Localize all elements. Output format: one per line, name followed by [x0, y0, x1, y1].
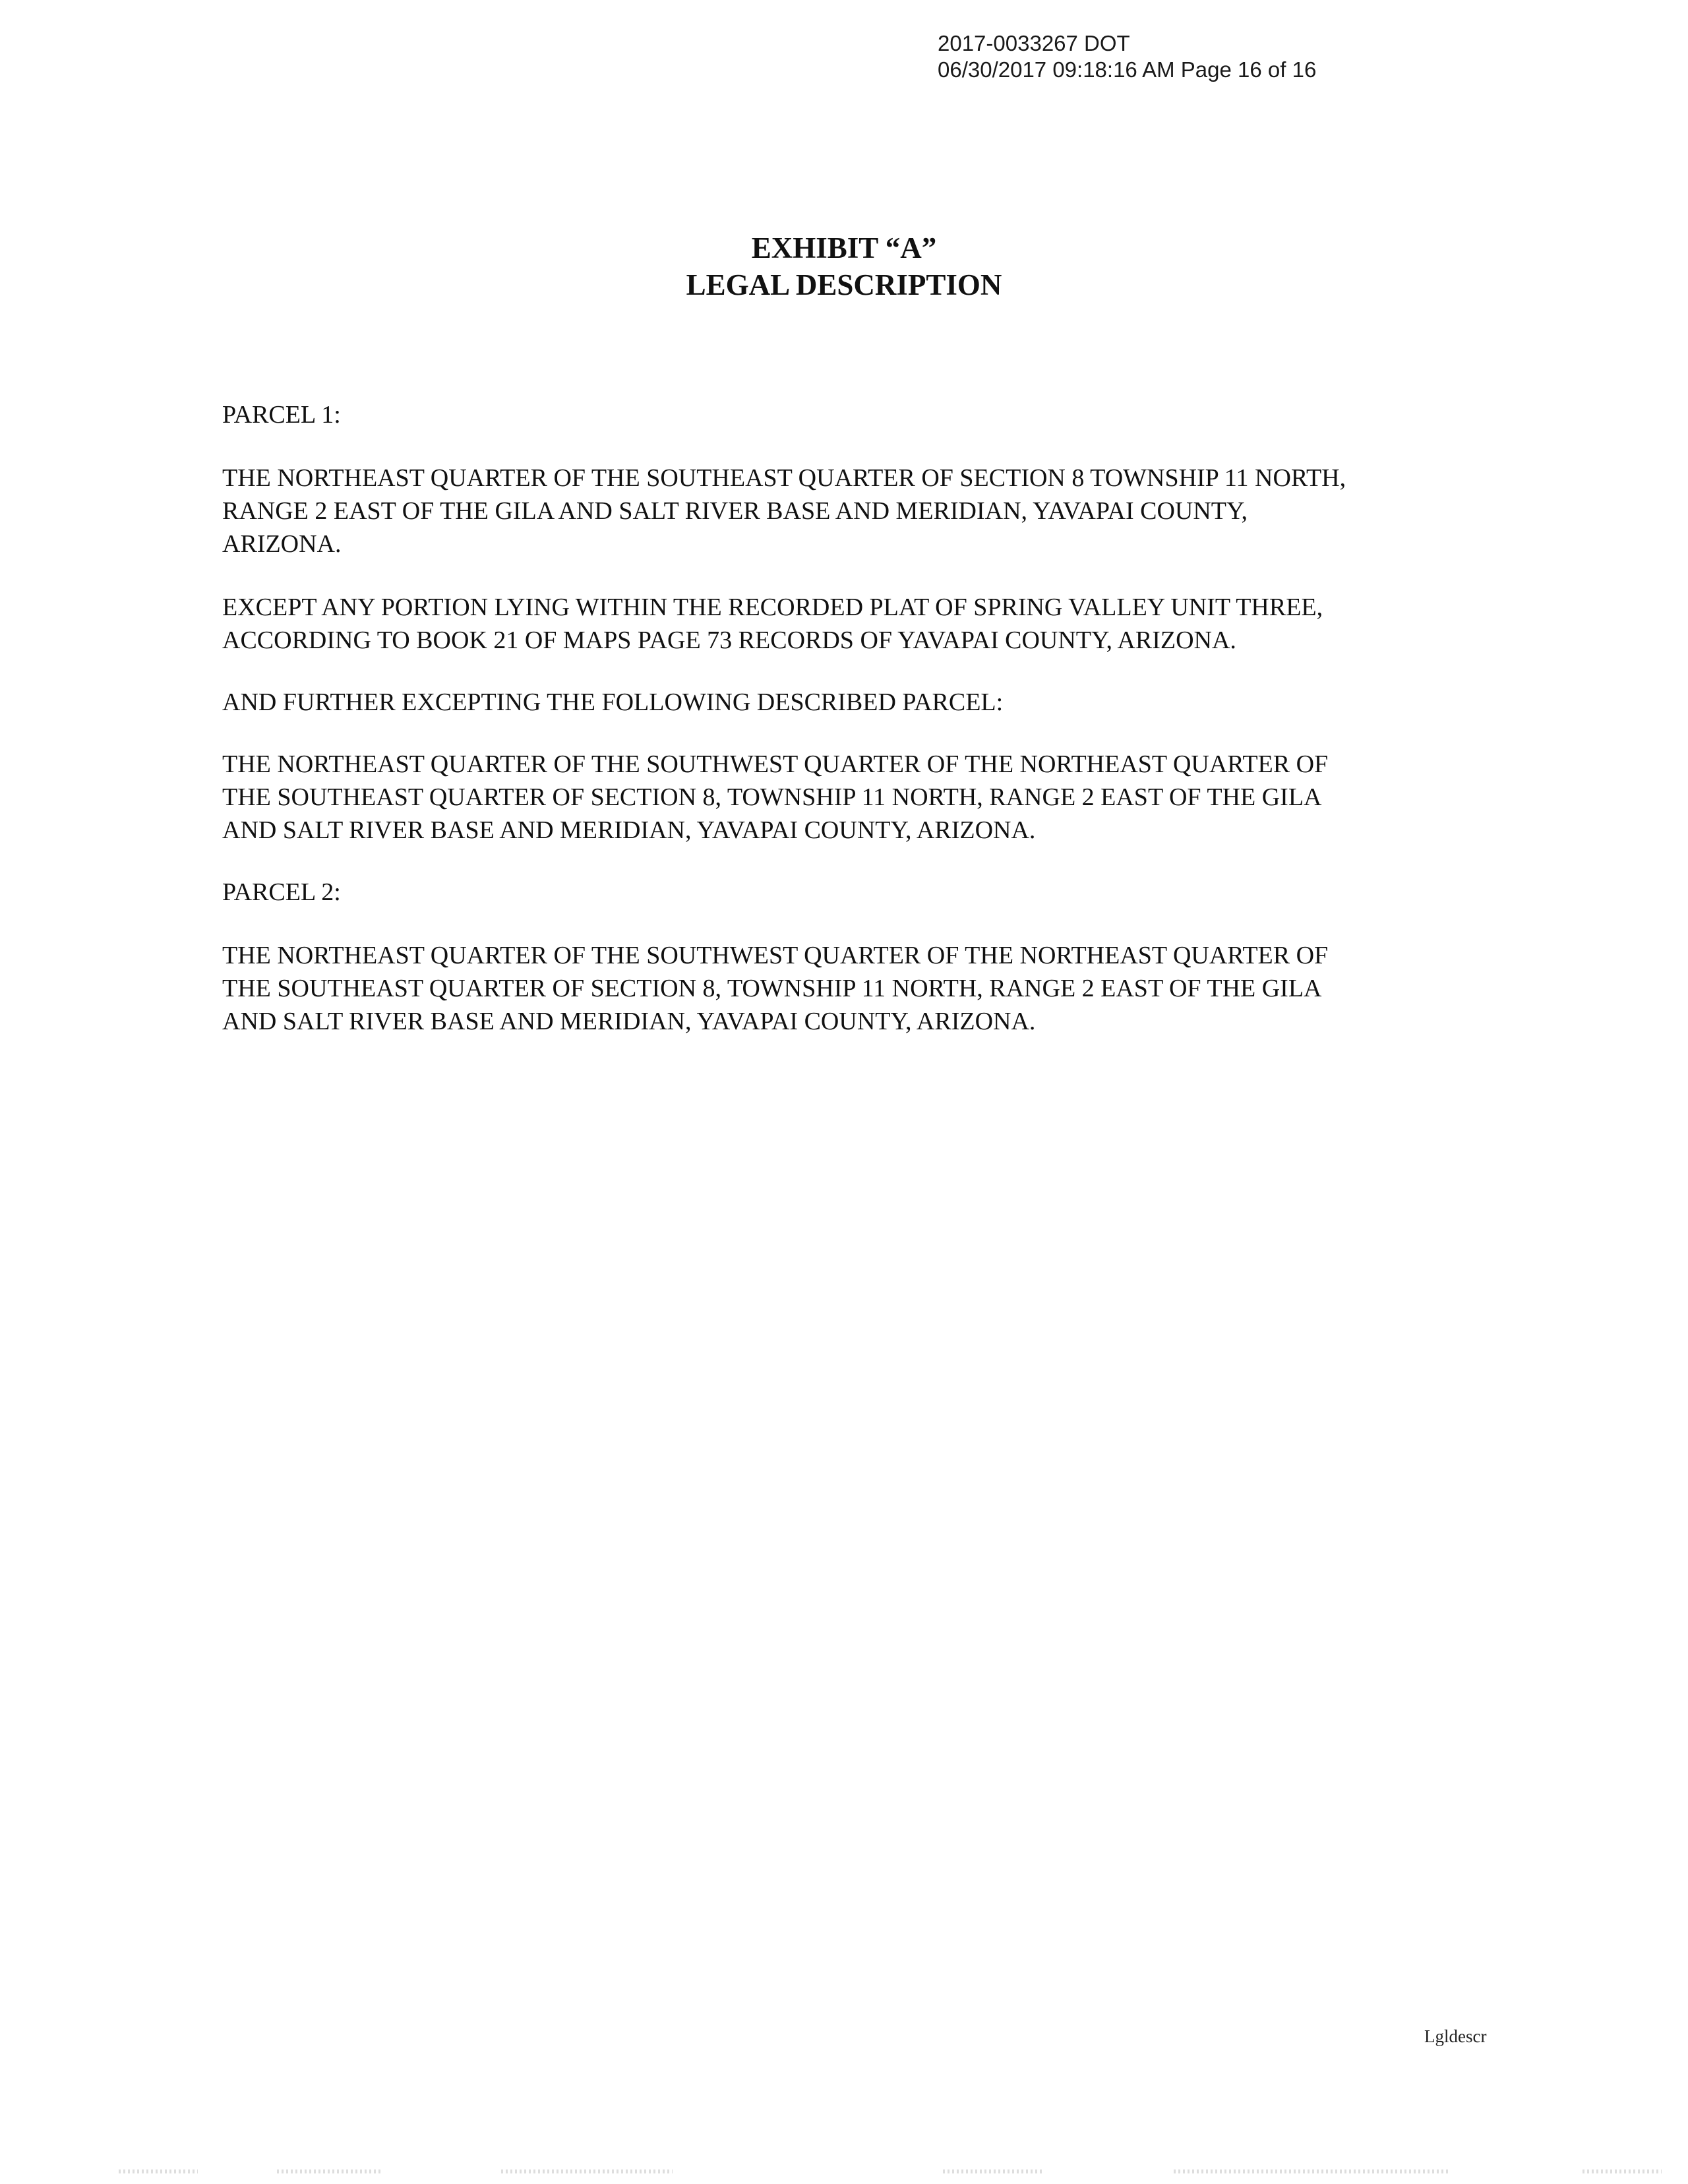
text-line: THE NORTHEAST QUARTER OF THE SOUTHEAST QUARTER OF SECTION 8 TOWNSHIP 11 NORTH,	[222, 464, 1346, 492]
parcel-1-exception	[222, 591, 1475, 657]
text-line: AND SALT RIVER BASE AND MERIDIAN, YAVAPAI COUNTY, ARIZONA.	[222, 1008, 1036, 1035]
exhibit-subtitle: LEGAL DESCRIPTION	[686, 268, 1002, 301]
parcel-1-excepted-parcel	[222, 748, 1475, 847]
text-line: THE NORTHEAST QUARTER OF THE SOUTHWEST QUARTER OF THE NORTHEAST QUARTER OF	[222, 750, 1329, 778]
exhibit-heading	[0, 229, 1688, 303]
text-line: ARIZONA.	[222, 530, 342, 558]
recording-timestamp: 06/30/2017 09:18:16 AM Page 16 of 16	[938, 57, 1317, 82]
text-line: EXCEPT ANY PORTION LYING WITHIN THE RECORDED PLAT OF SPRING VALLEY UNIT THREE,	[222, 593, 1323, 621]
parcel-1-further-exception	[222, 686, 1475, 719]
exhibit-title: EXHIBIT “A”	[751, 231, 937, 264]
parcel-2-label: PARCEL 2:	[222, 878, 341, 906]
text-line: ACCORDING TO BOOK 21 OF MAPS PAGE 73 RECORDS OF YAVAPAI COUNTY, ARIZONA.	[222, 626, 1236, 654]
text-line: THE SOUTHEAST QUARTER OF SECTION 8, TOWNSHIP 11 NORTH, RANGE 2 EAST OF THE GILA	[222, 783, 1322, 811]
scan-artifact	[0, 2169, 1688, 2176]
recording-stamp	[938, 30, 1316, 83]
parcel-1-heading	[222, 398, 1475, 431]
text-line: RANGE 2 EAST OF THE GILA AND SALT RIVER BASE AND MERIDIAN, YAVAPAI COUNTY,	[222, 497, 1248, 525]
document-number: 2017-0033267 DOT	[938, 31, 1130, 55]
parcel-2-description	[222, 939, 1475, 1038]
parcel-2-heading	[222, 876, 1475, 909]
parcel-1-description	[222, 462, 1475, 561]
text-line: THE SOUTHEAST QUARTER OF SECTION 8, TOWNSHIP 11 NORTH, RANGE 2 EAST OF THE GILA	[222, 975, 1322, 1002]
text-line: AND SALT RIVER BASE AND MERIDIAN, YAVAPAI COUNTY, ARIZONA.	[222, 816, 1036, 844]
text-line: AND FURTHER EXCEPTING THE FOLLOWING DESCRIBED PARCEL:	[222, 688, 1004, 716]
text-line: THE NORTHEAST QUARTER OF THE SOUTHWEST QUARTER OF THE NORTHEAST QUARTER OF	[222, 942, 1329, 969]
footer-code: Lgldescr	[1424, 2026, 1487, 2046]
parcel-1-label: PARCEL 1:	[222, 401, 341, 429]
